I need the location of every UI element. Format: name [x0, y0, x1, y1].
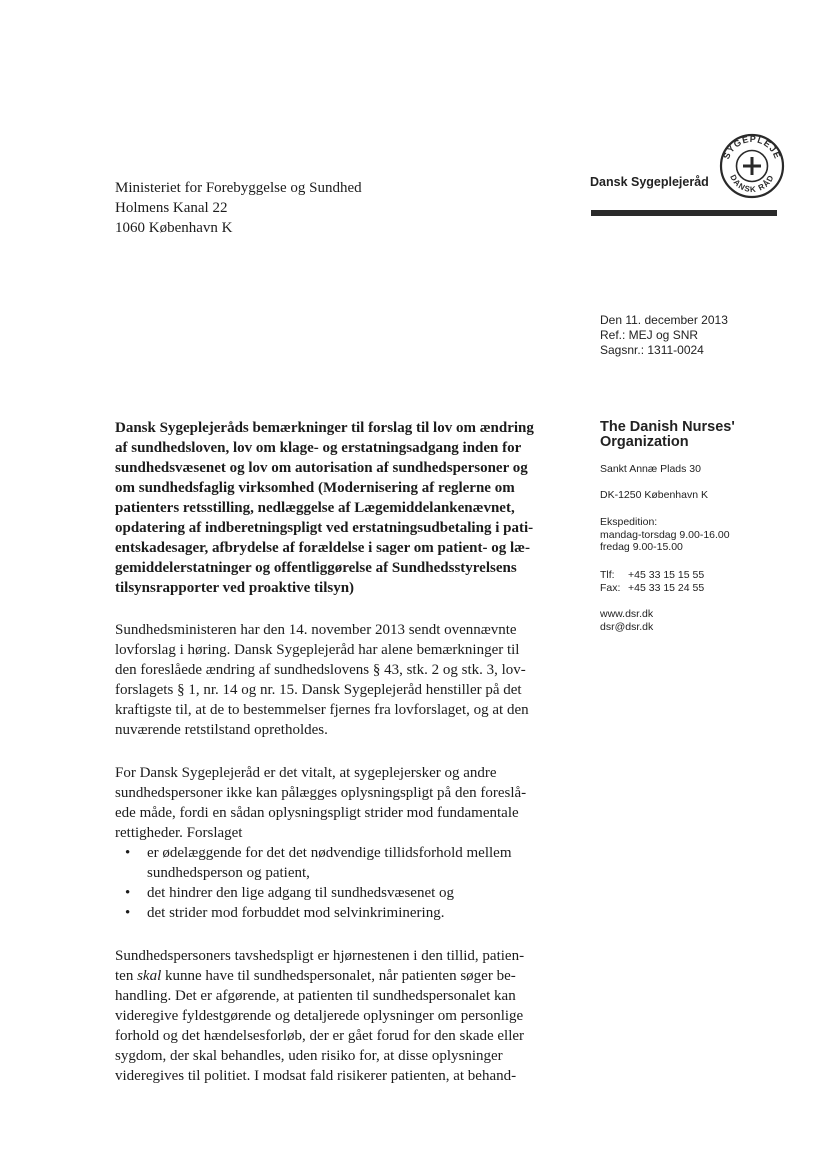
text-line: videregives til politiet. I modsat fald risikerer patienten, at behand-: [115, 1068, 517, 1084]
text-line: kunne have til sundhedspersonalet, når patienten søger be-: [161, 968, 516, 984]
organization-city: DK-1250 København K: [600, 489, 708, 501]
text-line: det hindrer den lige adgang til sundhedsvæsenet og: [147, 885, 455, 901]
letter-heading: [115, 418, 563, 598]
emphasis-text: skal: [137, 968, 162, 984]
header-rule: [591, 210, 777, 216]
opening-hours-weekdays: mandag-torsdag 9.00-16.00: [600, 528, 730, 541]
heading-line: entskadesager, afbrydelse af forældelse i sager om patient- og læ-: [115, 540, 530, 556]
heading-line: af sundhedsloven, lov om klage- og erstatningsadgang inden for: [115, 440, 522, 456]
heading-line: patienters retsstilling, nedlæggelse af Lægemiddelankenævnet,: [115, 500, 515, 516]
organization-address: Sankt Annæ Plads 30: [600, 463, 701, 475]
heading-line: Dansk Sygeplejeråds bemærkninger til forslag til lov om ændring: [115, 420, 534, 436]
bullet-item: [115, 903, 563, 923]
letter-meta: [600, 313, 728, 358]
fax-row: [600, 582, 704, 595]
text-line: videregive fyldestgørende og detaljerede oplysninger om personlige: [115, 1008, 524, 1024]
text-line: sygdom, der skal behandles, uden risiko for, at disse oplysninger: [115, 1048, 503, 1064]
website-link[interactable]: www.dsr.dk: [600, 608, 654, 620]
phone-row: [600, 569, 704, 582]
text-line: forslagets § 1, nr. 14 og nr. 15. Dansk Sygeplejeråd henstiller på det: [115, 682, 522, 698]
svg-text:SYGEPLEJE: SYGEPLEJE: [721, 133, 783, 161]
heading-line: tilsynsrapporter ved proaktive tilsyn): [115, 580, 355, 596]
text-line: kraftigste til, at de to bestemmelser fjernes fra lovforslaget, og at den: [115, 702, 529, 718]
email-link[interactable]: dsr@dsr.dk: [600, 620, 654, 633]
web-contact: [600, 608, 653, 633]
text-line: handling. Det er afgørende, at patienten til sundhedspersonalet kan: [115, 988, 516, 1004]
heading-line: opdatering af indberetningspligt ved erstatningsudbetaling i pati-: [115, 520, 534, 536]
text-line: Sundhedsministeren har den 14. november 2013 sendt ovennævnte: [115, 622, 517, 638]
phone-label: Tlf:: [600, 569, 615, 581]
text-line: ten: [115, 968, 138, 984]
recipient-line: 1060 København K: [115, 220, 233, 236]
phone-number: +45 33 15 15 55: [628, 569, 705, 581]
paragraph: [115, 763, 563, 843]
opening-hours-friday: fredag 9.00-15.00: [600, 541, 683, 553]
svg-text:DANSK RÅD: DANSK RÅD: [728, 173, 776, 195]
text-line: er ødelæggende for det det nødvendige tillidsforhold mellem: [147, 845, 512, 861]
paragraph: [115, 946, 563, 1086]
text-line: forhold og det hændelsesforløb, der er gået forud for den skade eller: [115, 1028, 525, 1044]
letter-date: Den 11. december 2013: [600, 313, 728, 327]
text-line: lovforslag i høring. Dansk Sygeplejeråd har alene bemærkninger til: [115, 642, 520, 658]
letter-body: [115, 418, 563, 1086]
dsr-seal-logo-icon: [719, 133, 785, 199]
text-line: det strider mod forbuddet mod selvinkriminering.: [147, 905, 445, 921]
contact-numbers: [600, 569, 704, 594]
text-line: Sundhedspersoners tavshedspligt er hjørnestenen i den tillid, patien-: [115, 948, 525, 964]
recipient-address: [115, 178, 362, 238]
paragraph: [115, 620, 563, 740]
heading-line: sundhedsvæsenet og lov om autorisation af sundhedspersoner og: [115, 460, 528, 476]
recipient-line: Ministeriet for Forebyggelse og Sundhed: [115, 180, 362, 196]
text-line: sundhedspersoner ikke kan pålægges oplysningspligt på den foreslå-: [115, 785, 527, 801]
fax-label: Fax:: [600, 581, 621, 594]
opening-hours-label: Ekspedition:: [600, 516, 658, 528]
text-line: rettigheder. Forslaget: [115, 825, 243, 841]
text-line: sundhedsperson og patient,: [147, 865, 310, 881]
text-line: nuværende retstilstand opretholdes.: [115, 722, 328, 738]
bullet-list: [115, 843, 563, 923]
case-number: Sagsnr.: 1311-0024: [600, 343, 704, 357]
bullet-item: [115, 843, 563, 883]
text-line: For Dansk Sygeplejeråd er det vitalt, at sygeplejersker og andre: [115, 765, 497, 781]
letter-reference: Ref.: MEJ og SNR: [600, 328, 699, 342]
text-line: den foreslåede ændring af sundhedslovens § 43, stk. 2 og stk. 3, lov-: [115, 662, 526, 678]
opening-hours: [600, 516, 730, 554]
heading-line: om sundhedsfaglig virksomhed (Modernisering af reglerne om: [115, 480, 515, 496]
text-line: ede måde, fordi en sådan oplysningspligt strider mod fundamentale: [115, 805, 519, 821]
recipient-line: Holmens Kanal 22: [115, 200, 228, 216]
fax-number: +45 33 15 24 55: [628, 581, 705, 594]
bullet-item: [115, 883, 563, 903]
logo-wordmark: Dansk Sygeplejeråd: [590, 175, 709, 189]
organization-name: The Danish Nurses' Organization: [600, 419, 735, 450]
heading-line: gemiddelerstatninger og offentliggørelse af Sundhedsstyrelsens: [115, 560, 517, 576]
